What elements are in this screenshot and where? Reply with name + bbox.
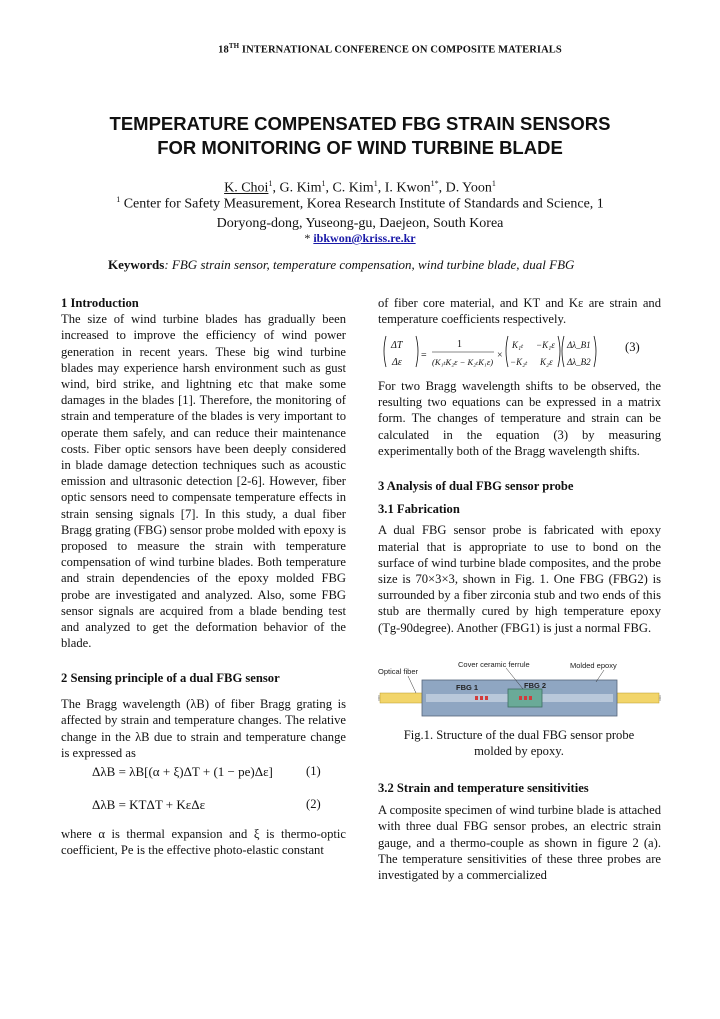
keywords: Keywords: FBG strain sensor, temperature compensation, wind turbine blade, dual FBG	[108, 257, 575, 272]
title-line-1: TEMPERATURE COMPENSATED FBG STRAIN SENSORS	[109, 113, 611, 134]
left-column	[61, 295, 346, 651]
svg-text:Δε: Δε	[392, 357, 402, 368]
section-3-2	[378, 780, 661, 883]
section-heading-sensing-principle: 2 Sensing principle of a dual FBG sensor	[61, 671, 280, 685]
sensitivities-paragraph: A composite specimen of wind turbine blade is attached with three dual FBG sensor probes, an electric strain gauge, and a thermo-couple as shown in figure 2 (a). The temperature sensitivities of these three probes are investigated by a commercialized	[378, 803, 661, 883]
figure-1-probe-diagram	[378, 658, 661, 728]
svg-text:−K₁ε: −K₁ε	[536, 340, 555, 350]
svg-text:(K₁ₜK₂ε − K₂ₜK₁ε): (K₁ₜK₂ε − K₂ₜK₁ε)	[432, 357, 494, 367]
sec2-after-equations: where α is thermal expansion and ξ is thermo-optic coefficient, Pe is the effective photo-elastic constant	[61, 827, 346, 858]
author-choi: K. Choi	[224, 180, 269, 196]
subsection-heading-fabrication: 3.1 Fabrication	[378, 502, 460, 517]
svg-text:ΔT: ΔT	[391, 340, 403, 351]
equation-2-number: (2)	[306, 797, 321, 811]
subsection-heading-sensitivities: 3.2 Strain and temperature sensitivities	[378, 781, 589, 795]
title-line-2: FOR MONITORING OF WIND TURBINE BLADE	[157, 137, 563, 158]
label-optical-fiber: Optical fiber	[378, 667, 419, 676]
label-fbg2: FBG 2	[524, 681, 547, 690]
intro-paragraph: The size of wind turbine blades has gradually been increased to improve the efficiency of wind power generation in recent years. These big wind turbine blades may experience harsh environment such as gust wind, bird strike, and lightning etc that make some damages in the blades [1]. Therefore, the monitoring of strain and temperature of the blades is very important to operate them safely, and can reduce their maintenance costs. Fiber optic sensors have been deeply considered in blade damage detection techniques such as acoustic emission and ultrasonic detection [2-6]. However, fiber optic sensors need to compensate temperature effects in strain sensing signals [7]. In this study, a dual fiber Bragg grating (FBG) sensor probe molded with epoxy is proposed to measure the strain with temperature compensation of wind turbine blades. Both temperature and strain dependencies of the epoxy molded FBG probe are investigated and analyzed. Also, some FBG sensor signals are acquired from a blade bending test and analyzed to get the deformation behavior of the blade.	[61, 312, 346, 651]
equation-2: ΔλB = KTΔT + KεΔε	[92, 797, 206, 812]
svg-text:×: ×	[497, 350, 503, 361]
label-fbg1: FBG 1	[456, 683, 479, 692]
affiliation: $^1$ Center for Safety Measurement, Korea Research Institute of Standards and Science, 1 Doryong-dong, Yuseong-gu, Daejeon, South Korea	[116, 195, 604, 231]
svg-text:1: 1	[457, 339, 462, 350]
label-molded-epoxy: Molded epoxy	[570, 661, 617, 670]
right-paragraph-2: For two Bragg wavelength shifts to be observed, the resulting two equations can be expressed in a matrix form. The changes of temperature and strain can be calculated in the equation (3) by measuring experimentally both of the Bragg wavelength shifts.	[378, 379, 661, 458]
svg-text:Δλ_B1: Δλ_B1	[567, 340, 591, 350]
figure-1-caption: Fig.1. Structure of the dual FBG sensor probe molded by epoxy.	[403, 728, 635, 758]
sec2-paragraph: The Bragg wavelength (λB) of fiber Bragg grating is affected by strain and temperature changes. The relative change in the λB due to strain and temperature change is expressed as	[61, 697, 346, 760]
section-heading-introduction: 1 Introduction	[61, 296, 139, 310]
section-2	[61, 670, 346, 761]
svg-text:Δλ_B2: Δλ_B2	[567, 357, 591, 367]
conference-header: 18TH INTERNATIONAL CONFERENCE ON COMPOSITE MATERIALS	[218, 42, 562, 56]
paper-title	[40, 112, 680, 160]
right-continuation: of fiber core material, and KT and Kε are strain and temperature coefficients respectively.	[378, 296, 661, 327]
section-heading-analysis: 3 Analysis of dual FBG sensor probe	[378, 479, 574, 493]
svg-text:K₁ₜ: K₁ₜ	[512, 340, 524, 350]
author-list: K. Choi$^1$, G. Kim$^1$, C. Kim$^1$, I. Kwon$^{1*}$, D. Yoon$^1$	[224, 179, 496, 196]
corresponding-email: * ibkwon@kriss.re.kr	[304, 231, 416, 245]
svg-text:K₂ε: K₂ε	[540, 357, 553, 367]
equation-3-matrix	[380, 333, 620, 373]
equation-1: ΔλB = λB[(α + ξ)ΔT + (1 − pe)Δε]	[92, 764, 273, 779]
section-3	[378, 478, 661, 636]
svg-text:−K₂ₜ: −K₂ₜ	[510, 357, 528, 367]
equation-1-number: (1)	[306, 764, 321, 778]
label-cover-ferrule: Cover ceramic ferrule	[458, 660, 530, 669]
email-link[interactable]: ibkwon@kriss.re.kr	[313, 231, 416, 245]
svg-text:=: =	[421, 350, 427, 361]
fabrication-paragraph: A dual FBG sensor probe is fabricated with epoxy material that is appropriate to use to bond on the surface of wind turbine blade composites, and the probe size is 70×3×3, shown in Fig. 1. One FBG (FBG2) is surrounded by a fiber zirconia stub and two ends of this stub are thermally cured by high temperature epoxy (Tg-90degree). Another (FBG1) is just a normal FBG.	[378, 523, 661, 635]
equation-3-number: (3)	[625, 340, 640, 354]
